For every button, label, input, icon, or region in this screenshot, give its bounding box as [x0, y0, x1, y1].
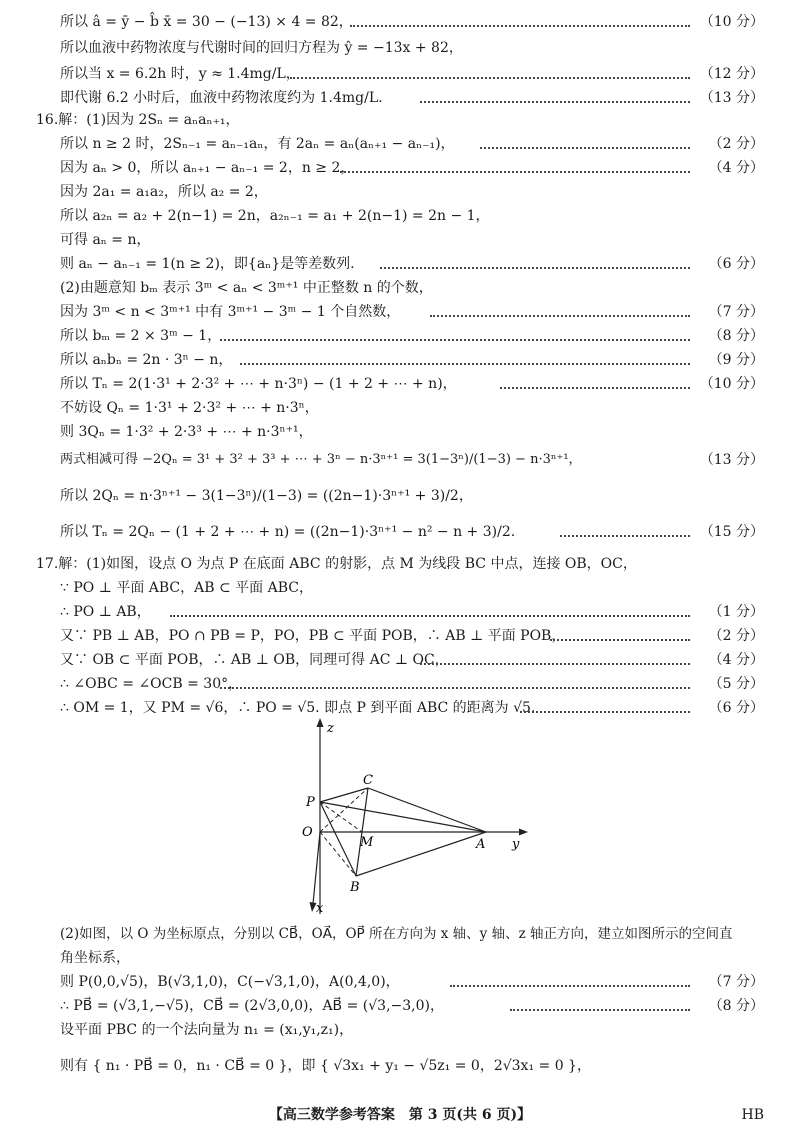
leader-dots: [510, 1009, 690, 1011]
line-19: [0, 448, 800, 472]
line-20: [0, 484, 800, 508]
label-A: A: [476, 837, 486, 852]
line-text: 可得 aₙ = n，: [60, 232, 151, 248]
leader-dots: [350, 25, 690, 27]
leader-dots: [480, 147, 690, 149]
line-text: 所以当 x = 6.2h 时，y ≈ 1.4mg/L，: [60, 66, 300, 82]
line-25: [0, 624, 800, 648]
line-text: 又∵ PB ⊥ AB，PO ∩ PB = P，PO，PB ⊂ 平面 POB，∴ AB ⊥ 平面 POB，: [60, 628, 566, 644]
leader-dots: [380, 267, 690, 269]
line-6: [0, 132, 800, 156]
line-29: [0, 922, 800, 946]
line-text: 所以 Tₙ = 2Qₙ − (1 + 2 + ⋯ + n) = ((2n−1)·3ⁿ⁺¹ − n² − n + 3)/2.: [60, 524, 516, 540]
score: （13 分）: [699, 452, 764, 468]
line-text: 因为 aₙ > 0，所以 aₙ₊₁ − aₙ₋₁ = 2，n ≥ 2，: [60, 160, 355, 176]
line-16: [0, 372, 800, 396]
line-text: 所以 a₂ₙ = a₂ + 2(n−1) = 2n，a₂ₙ₋₁ = a₁ + 2(n−1) = 2n − 1，: [60, 208, 490, 224]
footer-code: HB: [741, 1107, 764, 1123]
page-footer: [0, 1103, 800, 1127]
line-3: [0, 62, 800, 86]
line-text: 不妨设 Qₙ = 1·3¹ + 2·3² + ⋯ + n·3ⁿ，: [60, 400, 319, 416]
line-text: ∵ PO ⊥ 平面 ABC，AB ⊂ 平面 ABC，: [60, 580, 313, 596]
leader-dots: [220, 339, 690, 341]
dashed-PM: [320, 802, 362, 832]
score: （5 分）: [708, 676, 764, 692]
x-axis: [313, 832, 320, 904]
line-2: [0, 36, 800, 60]
line-26: [0, 648, 800, 672]
score: （1 分）: [708, 604, 764, 620]
label-C: C: [363, 773, 373, 788]
line-text: (2)由题意知 bₘ 表示 3ᵐ < aₙ < 3ᵐ⁺¹ 中正整数 n 的个数，: [60, 280, 433, 296]
score: （2 分）: [708, 628, 764, 644]
leader-dots: [550, 639, 690, 641]
footer-title: 【高三数学参考答案 第 3 页(共 6 页)】: [268, 1107, 532, 1123]
line-text: 则 aₙ − aₙ₋₁ = 1(n ≥ 2)，即{aₙ}是等差数列.: [60, 256, 355, 272]
score: （8 分）: [708, 328, 764, 344]
line-text: ∴ PO ⊥ AB，: [60, 604, 151, 620]
line-32: [0, 994, 800, 1018]
score: （6 分）: [708, 256, 764, 272]
line-text: 所以 n ≥ 2 时，2Sₙ₋₁ = aₙ₋₁aₙ，有 2aₙ = aₙ(aₙ₊₁ − aₙ₋₁)，: [60, 136, 455, 152]
line-text: 所以 aₙbₙ = 2n · 3ⁿ − n，: [60, 352, 233, 368]
score: （4 分）: [708, 652, 764, 668]
line-24: [0, 600, 800, 624]
line-text: 所以 Tₙ = 2(1·3¹ + 2·3² + ⋯ + n·3ⁿ) − (1 + 2 + ⋯ + n)，: [60, 376, 457, 392]
line-text: ∴ ∠OBC = ∠OCB = 30°，: [60, 676, 243, 692]
leader-dots: [450, 985, 690, 987]
line-31: [0, 970, 800, 994]
score: （2 分）: [708, 136, 764, 152]
score: （7 分）: [708, 304, 764, 320]
line-text: 所以 bₘ = 2 × 3ᵐ − 1，: [60, 328, 222, 344]
score: （6 分）: [708, 700, 764, 716]
line-21: [0, 520, 800, 544]
line-15: [0, 348, 800, 372]
line-text: 两式相减可得 −2Qₙ = 3¹ + 3² + 3³ + ⋯ + 3ⁿ − n·3ⁿ⁺¹ = 3(1−3ⁿ)/(1−3) − n·3ⁿ⁺¹，: [60, 452, 582, 467]
line-33: [0, 1018, 800, 1042]
line-22: [0, 552, 800, 576]
score: （4 分）: [708, 160, 764, 176]
line-27: [0, 672, 800, 696]
score: （10 分）: [699, 14, 764, 30]
line-28: [0, 696, 800, 720]
line-text: 则 P(0,0,√5)，B(√3,1,0)，C(−√3,1,0)，A(0,4,0)，: [60, 974, 400, 990]
line-text: 则有 { n₁ · PB⃗ = 0，n₁ · CB⃗ = 0 }，即 { √3x₁ + y₁ − √5z₁ = 0，2√3x₁ = 0 }，: [60, 1058, 591, 1074]
leader-dots: [340, 171, 690, 173]
leader-dots: [430, 315, 690, 317]
line-10: [0, 228, 800, 252]
label-P: P: [306, 795, 315, 810]
line-text: (2)如图，以 O 为坐标原点，分别以 CB⃗，OA⃗，OP⃗ 所在方向为 x 轴、y 轴、z 轴正方向，建立如图所示的空间直: [60, 926, 733, 942]
line-text: 所以 2Qₙ = n·3ⁿ⁺¹ − 3(1−3ⁿ)/(1−3) = ((2n−1)·3ⁿ⁺¹ + 3)/2，: [60, 488, 473, 504]
line-12: [0, 276, 800, 300]
leader-dots: [290, 77, 690, 79]
line-5: [0, 108, 800, 132]
line-text: 17.解：(1)如图，设点 O 为点 P 在底面 ABC 的射影，点 M 为线段 BC 中点，连接 OB，OC，: [36, 556, 637, 572]
score: （12 分）: [699, 66, 764, 82]
edge-PA: [320, 802, 486, 832]
line-text: 则 3Qₙ = 1·3² + 2·3³ + ⋯ + n·3ⁿ⁺¹，: [60, 424, 313, 440]
line-11: [0, 252, 800, 276]
leader-dots: [170, 615, 690, 617]
y-axis-arrow: [519, 829, 528, 836]
line-text: ∴ OM = 1，又 PM = √6，∴ PO = √5. 即点 P 到平面 ABC 的距离为 √5.: [60, 700, 536, 716]
leader-dots: [420, 101, 690, 103]
geometry-figure: [300, 718, 530, 914]
label-O: O: [302, 825, 313, 840]
line-text: 设平面 PBC 的一个法向量为 n₁ = (x₁,y₁,z₁)，: [60, 1022, 354, 1038]
line-text: 角坐标系，: [60, 950, 130, 966]
line-text: 因为 3ᵐ < n < 3ᵐ⁺¹ 中有 3ᵐ⁺¹ − 3ᵐ − 1 个自然数，: [60, 304, 401, 320]
score: （9 分）: [708, 352, 764, 368]
line-text: 所以 â = ȳ − b̂ x̄ = 30 − (−13) × 4 = 82，: [60, 14, 353, 30]
line-23: [0, 576, 800, 600]
line-text: 即代谢 6.2 小时后，血液中药物浓度约为 1.4mg/L.: [60, 90, 383, 106]
edge-PC: [320, 788, 368, 802]
score: （7 分）: [708, 974, 764, 990]
leader-dots: [240, 363, 690, 365]
leader-dots: [560, 535, 690, 537]
line-text: 因为 2a₁ = a₁a₂，所以 a₂ = 2，: [60, 184, 268, 200]
leader-dots: [220, 687, 690, 689]
edge-BA: [356, 832, 486, 876]
leader-dots: [500, 387, 690, 389]
line-9: [0, 204, 800, 228]
label-B: B: [350, 880, 360, 895]
line-17: [0, 396, 800, 420]
line-18: [0, 420, 800, 444]
label-z: z: [327, 721, 334, 736]
edge-CA: [368, 788, 486, 832]
line-text: 16.解：(1)因为 2Sₙ = aₙaₙ₊₁，: [36, 112, 240, 128]
label-M: M: [360, 835, 374, 850]
line-text: ∴ PB⃗ = (√3,1,−√5)，CB⃗ = (2√3,0,0)，AB⃗ = (√3,−3,0)，: [60, 998, 444, 1014]
line-1: [0, 10, 800, 34]
line-13: [0, 300, 800, 324]
line-4: [0, 86, 800, 110]
score: （13 分）: [699, 90, 764, 106]
z-axis-arrow: [317, 718, 324, 727]
label-x: x: [316, 901, 324, 914]
leader-dots: [420, 663, 690, 665]
line-14: [0, 324, 800, 348]
line-text: 所以血液中药物浓度与代谢时间的回归方程为 ŷ = −13x + 82，: [60, 40, 463, 56]
score: （15 分）: [699, 524, 764, 540]
line-7: [0, 156, 800, 180]
line-34: [0, 1054, 800, 1078]
line-30: [0, 946, 800, 970]
label-y: y: [512, 837, 520, 852]
line-8: [0, 180, 800, 204]
score: （10 分）: [699, 376, 764, 392]
line-text: 又∵ OB ⊂ 平面 POB，∴ AB ⊥ OB，同理可得 AC ⊥ OC，: [60, 652, 449, 668]
leader-dots: [520, 711, 690, 713]
score: （8 分）: [708, 998, 764, 1014]
